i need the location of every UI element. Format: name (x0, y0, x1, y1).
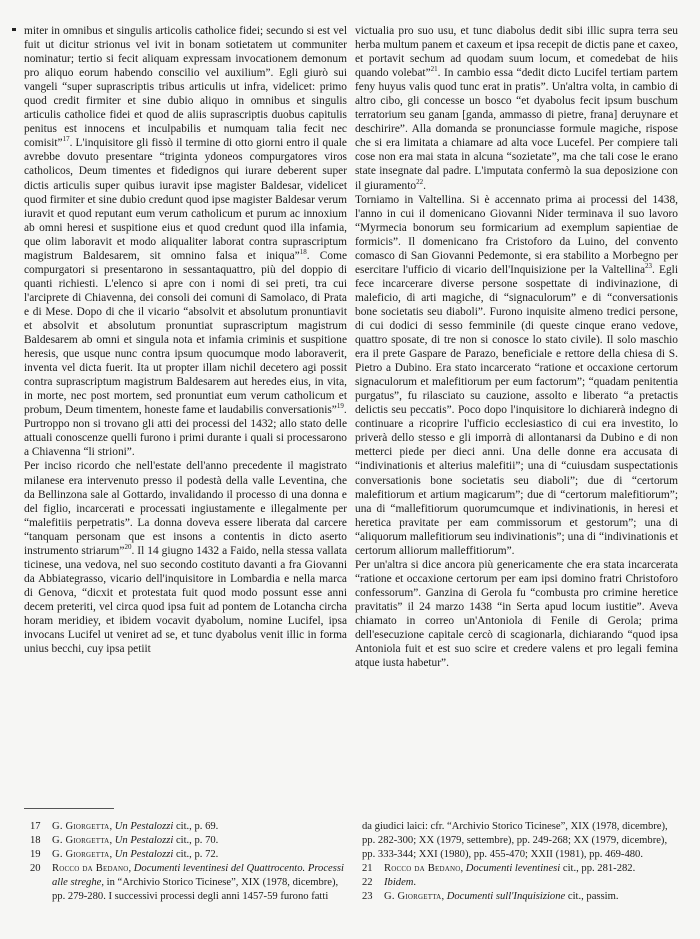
paragraph: Torniamo in Valtellina. Si è accennato prima ai processi del 1438, l'anno in cui il domenicano Giovanni Nider terminava il suo lavoro “Myrmecia bonorum seu formicarium ad exemplum sapientiae de formicis”. Il domenicano fra Cristoforo da Luino, del convento comasco di San Giovanni Pedemonte, si era stabilito a Morbegno per esercitare l'ufficio di vicario dell'Inquisizione per la Valtellina$^{23}$. Egli fece incarcerare diverse persone sospettate di indivinazione, di maleficio, di arti magiche, di “signaculorum” e di “conversationis bone societatis seu diaboli”. Furono inquisite almeno tredici persone, di cui dodici di sesso femminile (di queste cinque erano vedove, quattro sposate, di tre non si conosce lo stato civile). Il solo maschio era il prete Gaspare de Parazo, beneficiale e rettore della chiesa di S. Pietro a Dubino. Era stato incarcerato “ratione et occaxione certorum signaculorum et malefitiorum per eum factorum”; “quadam penitentia purgatus”, fu rilasciato su cauzione, assolto e liberato “a pretactis delictis seu peccatis”. Poco dopo l'inquisitore lo dichiarerà indegno di continuare a ricoprire l'ufficio ecclesiastico di cui era investito, lo priverà dello stesso e gli imporrà di allontanarsi da Dubino e di non metterci piede per dieci anni. Una delle donne era accusata di “indivinationis et alterius malefitii”; una di “cuiusdam suspectationis conversationis bone societatis seu diaboli”; due di “certorum malefitiorum et artium magicarum”; due di “certorum malefitiorum”; una di “mallefitiorum quorumcumque et indivinationis, in heresi et heretica pravitate per eam commissorum et gestorum”; una di “aliquorum mallefitiorum seu indivinationis”; una di “indivinationis et certorum alliorum malleffitiorum”. (355, 193, 678, 557)
margin-dot (12, 28, 16, 31)
footnote-ref[interactable]: 19 (336, 402, 344, 411)
footnote-ref[interactable]: 22 (416, 177, 424, 186)
paragraph: victualia pro suo usu, et tunc diabolus dedit sibi illic supra terra seu herba multum panem et caxeum et ipsa recepit de dictis pane et caxeo, et portavit sechum ad quodam suum locum, et comedebat de hiis quando volebat”$^{21}$. In cambio essa “dedit dicto Lucifel tertiam partem feny huyus valis quod tunc erat in pratis”. Un'altra volta, in cambio di altro cibo, gli concesse un bosco “et dyabolus fecit ipsum buschum terratorium seu ganam [ganda, ammasso di pietre, frana] deruynare et deschirire”. Alla domanda se pronunciasse formule magiche, rispose che si era limitata a chiamare ad alta voce Lucefel. Per compiere tali cose non era mai stata in alcuna “sozietate”, ma che tali cose le erano state insegnate dal padre. L'imputata confermò la sua deposizione con il giuramento$^{22}$. (355, 25, 679, 192)
footnote: 23 G. Giorgetta, Documenti sull'Inquisizione cit., passim. (362, 891, 619, 902)
paragraph: Per inciso ricordo che nell'estate dell'anno precedente il magistrato milanese era intervenuto presso il podestà della valle Leventina, che da Bellinzona sale al Gottardo, invalidando il processo di una donna e del figlio, incarcerati e processati ingiustamente e illegalmente per “malefitiis perpetratis”. La donna doveva essere liberata dal carcere “tanquam personam que est insons a contentis in dicto aserto instrumento striarum”$^{20}$. Il 14 giugno 1432 a Faido, nella stessa vallata ticinese, una vedova, nel suo secondo costituto davanti a fra Giovanni da Abbiategrasso, vicario dell'inquisitore in Lombardia e nella marca di Genova, “dicxit et protestata fuit quod modo possunt esse anni decem preteriti, vel circa quod ipsa fuit ad pontem de Lotancha circha horam meridiey, et ibidem vocavit dyabolum, nomine Lucifel, ipsa invocans Lucifel ut veniret ad se, et tunc dyabolus venit illic in forma unius becchi, cuy ipsa petiit (24, 460, 347, 656)
footnote-ref[interactable]: 21 (430, 65, 438, 74)
footnote: 21 Rocco da Bedano, Documenti leventinesi cit., pp. 281-282. (362, 863, 636, 874)
footnote-ref[interactable]: 18 (299, 247, 307, 256)
paragraph: Purtroppo non si trovano gli atti dei processi del 1432; allo stato delle attuali conoscenze quelli furono i primi durante i quali si processarono a Chiavenna “li strioni”. (24, 418, 347, 459)
footnote: 19 G. Giorgetta, Un Pestalozzi cit., p. 72. (30, 849, 219, 860)
footnote-ref[interactable]: 20 (124, 542, 132, 551)
footnote-ref[interactable]: 23 (645, 262, 653, 270)
footnote-ref[interactable]: 17 (62, 135, 70, 144)
footnote: 17 G. Giorgetta, Un Pestalozzi cit., p. 69. (30, 821, 219, 832)
left-column (24, 24, 347, 656)
footnote: 18 G. Giorgetta, Un Pestalozzi cit., p. 70. (30, 835, 219, 846)
paragraph: miter in omnibus et singulis articolis catholice fidei; secundo si est vel fuit ut dicitur strionus vel ivit in bonam sotietatem ut communiter nominatur; tertio si fecit aliquam expressam invocationem demonum pro aliquo eorum habendo conscilio vel auxilium”. Egli giurò sui vangeli “super suprascriptis tribus articulis ut infra, videlicet: primo quod credit firmiter et sine dubio aliquo in omnibus et singulis articulis catholice fidei et quod de aliis suprascriptis duobus capitulis penitus est innocens et inculpabilis et numquam talia fecit nec comisit”$^{17}$. L'inquisitore gli fissò il termine di otto giorni entro il quale avrebbe dovuto presentare “triginta ydoneos compurgatores viros catholicos, Deum timentes et fidedignos qui iurare deberent super dictis articulis super quibus iuravit ipse magister Baldesar, videlicet quod firmiter et sine dubio credunt quod ipse magister Baldesar verum iuravit et quod reputant eum verum catholicum et purum ac innoxium ab omni heresi et suspitione eius et quod credunt quod illa infamia, que olim laboravit et modo aliqualiter laborat contra suprascriptum magistrum Baldesarem, sit omnino falsa et iniqua”$^{18}$. Come compurgatori si presentarono in sessantaquattro, più del doppio di quanti richiesti. L'elenco si apre con i nomi di sei preti, tra cui l'arciprete di Chiavenna, dei consoli dei comuni di Samolaco, di Prata e di Mese. Dopo di che il vicario “absolvit et absolutum pronuntiavit et absolvit et absolutum pronuntiat suprascriptum magistrum Baldesarem ab omni et singula nota et infamia criminis et suspitione heresis, que usque nunc contra ipsum quocumque modo laboraverit, inventa vel dicta fuerit. Ita ut propter illam nichil decetero agi possit contra suprascriptum magistrum Baldesarem aut heredes eius, in vita, in morte, nec post mortem, sed pronuntiat eum verum catholicum et probum, Deum timentem, honeste fame et laudabilis conversationis”$^{19}$. (24, 25, 347, 417)
footnote: 22 Ibidem. (362, 877, 417, 888)
right-column (355, 24, 678, 670)
footnotes-right (362, 820, 680, 904)
paragraph: Per un'altra si dice ancora più genericamente che era stata incarcerata “ratione et occaxione certorum per eam ipsi domino fratri Christoforo confessorum”. Ganzina di Gerola fu “combusta pro crimine heretice pravitatis” il 24 marzo 1438 “in Serta apud locum iustitie”. Aveva chiamato in correo un'Antoniola di Fenile di Gerola; prima dell'esecuzione capitale cercò di scagionarla, dichiarando “quod ipsa Antoniola fuit et est suo scire et credere valens et pro legali femina atque iusta habetur”. (355, 558, 678, 670)
footnote-rule (24, 808, 114, 809)
footnotes-left (30, 820, 348, 904)
footnote-continuation: da giudici laici: cfr. “Archivio Storico Ticinese”, XIX (1978, dicembre), pp. 282-300; XX (1979, settembre), pp. 249-268; XX (1979, dicembre), pp. 333-344; XXI (1980), pp. 455-470; XXII (1981), pp. 469-480. (362, 821, 668, 860)
footnote: 20 Rocco da Bedano, Documenti leventinesi del Quattrocento. Processi alle streghe, in “Archivio Storico Ticinese”, XIX (1978, dicembre), pp. 279-280. I successivi processi degli anni 1457-59 furono fatti (30, 863, 344, 902)
